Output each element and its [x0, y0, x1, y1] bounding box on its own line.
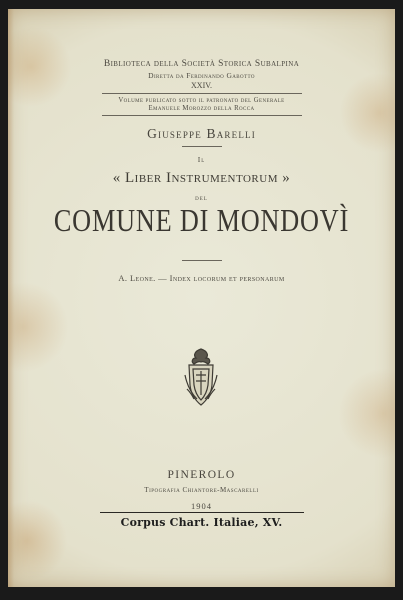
appendix-line: A. Leone. — Index locorum et personarum	[118, 273, 285, 283]
book-cover	[8, 9, 395, 587]
volume-number: XXIV.	[191, 81, 212, 90]
main-title: COMUNE DI MONDOVÌ	[53, 202, 350, 238]
society-crest-emblem-icon	[179, 345, 223, 409]
publication-place: PINEROLO	[167, 469, 236, 481]
series-title: Biblioteca della Società Storica Subalpina	[103, 59, 300, 69]
title-article: Il	[197, 155, 206, 164]
title-preposition: del	[195, 194, 208, 202]
collection-divider	[100, 512, 304, 513]
author-divider	[182, 146, 222, 147]
collection-title: Corpus Chart. Italiae, XV.	[120, 516, 283, 529]
patronage-line-2: Emanuele Morozzo della Rocca	[148, 105, 255, 112]
patronage-line-1: Volume publicato sotto il patronato del Generale	[118, 97, 285, 104]
publication-year: 1904	[191, 501, 212, 511]
title-divider	[182, 260, 222, 261]
patronage-divider	[102, 115, 302, 116]
series-director: Diretta da Ferdinando Gabotto	[148, 71, 255, 80]
printer-name: Tipografia Chiantore-Mascarelli	[144, 486, 259, 494]
work-title: « Liber Instrumentorum »	[112, 170, 291, 186]
top-divider	[102, 93, 302, 94]
author-name: Giuseppe Barelli	[147, 126, 256, 141]
